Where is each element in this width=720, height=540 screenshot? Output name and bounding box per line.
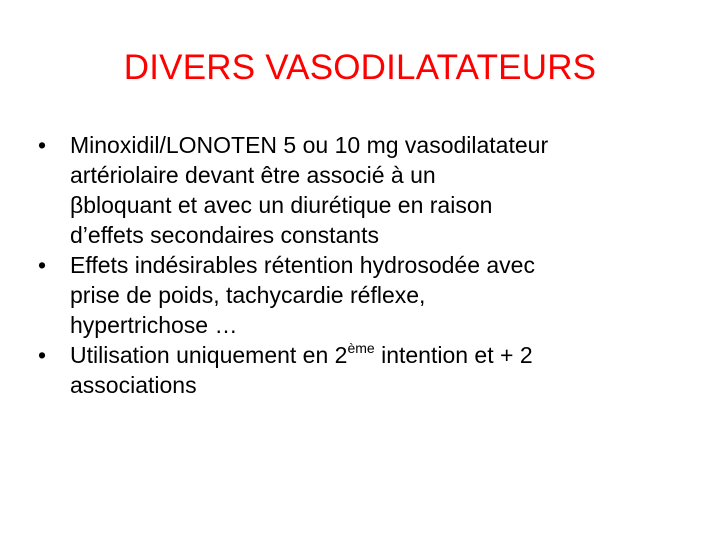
bullet-line: Minoxidil/LONOTEN 5 ou 10 mg vasodilatateur <box>70 132 549 158</box>
bullet-line: Effets indésirables rétention hydrosodée avec <box>70 252 535 278</box>
bullet-list <box>36 130 696 400</box>
bullet-item-minoxidil <box>36 130 696 250</box>
slide-title: DIVERS VASODILATATEURS <box>123 48 597 87</box>
bullet-line: d’effets secondaires constants <box>70 222 379 248</box>
bullet-dot: • <box>38 252 47 278</box>
bullet-line <box>70 340 696 370</box>
bullet-dot: • <box>38 342 47 368</box>
bullet-line: artériolaire devant être associé à un <box>70 162 436 188</box>
bullet-item-usage <box>36 340 696 400</box>
bullet-line: hypertrichose … <box>70 312 238 338</box>
bullet-text: intention et + 2 <box>374 342 533 368</box>
superscript-ordinal: ème <box>347 340 375 356</box>
bullet-line: prise de poids, tachycardie réflexe, <box>70 282 426 308</box>
bullet-line: associations <box>70 372 197 398</box>
bullet-text: Utilisation uniquement en 2 <box>70 342 348 368</box>
bullet-line: βbloquant et avec un diurétique en raison <box>70 192 493 218</box>
bullet-dot: • <box>38 132 47 158</box>
bullet-item-side-effects <box>36 250 696 340</box>
